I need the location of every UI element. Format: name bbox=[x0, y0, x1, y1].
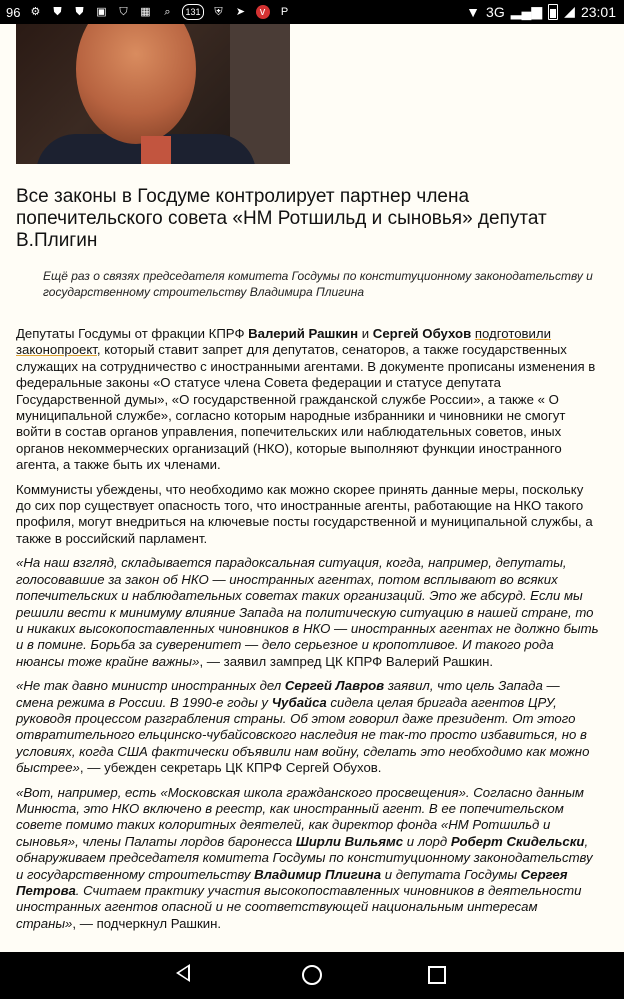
back-icon[interactable] bbox=[176, 964, 190, 982]
shield-check-icon: ⛉ bbox=[119, 6, 128, 18]
telegram-icon: ➤ bbox=[235, 6, 246, 18]
shield-icon: ⛊ bbox=[53, 6, 62, 18]
signal-icon: ▂▄▆ bbox=[510, 3, 543, 19]
paragraph-1: Депутаты Госдумы от фракции КПРФ Валерий Рашкин и Сергей Обухов подготовили законопроект, который ставит запрет для депутатов, сенаторов, а также государственных служащих на сотрудничество с иностранными агентами. В документе прописаны изменения в федеральные законы «О статусе члена Совета федерации и статусе депутата Государственной думы», «О государственной гражданской службе России», а также « О муниципальной службе», согласно которым народные избранники и чиновники не смогут войти в состав органов управления, попечительских или наблюдательных советов, иных органов некоммерческих организаций (НКО), которые выполняют функции иностранного агента, а также быть их членами. bbox=[16, 326, 596, 473]
wifi-icon: ▼ bbox=[466, 3, 481, 20]
cellular-icon: ◢ bbox=[564, 3, 575, 19]
article-lead: Ещё раз о связях председателя комитета Госдумы по конституционному законодательству и государственному строительству Владимира Плигина bbox=[43, 269, 593, 299]
gear-icon: ⚙ bbox=[30, 6, 41, 18]
vivaldi-icon: v bbox=[256, 5, 270, 19]
p-icon: P bbox=[280, 6, 289, 18]
article-body bbox=[16, 326, 600, 940]
bill-link[interactable]: подготовили законопроект bbox=[16, 326, 551, 358]
paragraph-2: Коммунисты убеждены, что необходимо как можно скорее принять данные меры, поскольку до сих пор существует опасность того, что иностранные агенты, работающие на НКО такого профиля, могут внедриться на ключевые посты государственной и муниципальной службы, а также в российский парламент. bbox=[16, 481, 593, 546]
status-bar bbox=[0, 0, 624, 24]
navigation-bar bbox=[0, 952, 624, 999]
recents-icon[interactable] bbox=[428, 966, 446, 984]
article-title: Все законы в Госдуме контролирует партнер члена попечительского совета «НМ Ротшильд и сыновья» депутат В.Плигин bbox=[16, 186, 547, 251]
paragraph-3: «На наш взгляд, складывается парадоксальная ситуация, когда, например, депутаты, голосовавшие за закон об НКО — иностранных агентах, потом всплывают во всяких попечительских и наблюдательных советах таких организаций. Это же абсурд. Если мы решили вести к минимуму влияние Запада на политическую ситуацию в нашей стране, то и никаких высокопоставленных чиновников в НКО — иностранных агентах не должно быть и в помине. Борьба за суверенитет — дело серьезное и кропотливое. И такого рода нюансы тоже крайне важны», — заявил зампред ЦК КПРФ Валерий Рашкин. bbox=[16, 555, 599, 669]
paragraph-4: «Не так давно министр иностранных дел Сергей Лавров заявил, что цель Запада — смена режима в России. В 1990-е годы у Чубайса сидела целая бригада агентов ЦРУ, руководя процессом разграбления страны. Об этом говорил даже президент. От этого отвратительного ельцинско-чубайсовского наследия не так-то просто избавиться, но в условиях, когда США фактически объявили нам войну, сделать это необходимо как можно быстрее», — убежден секретарь ЦК КПРФ Сергей Обухов. bbox=[16, 678, 590, 776]
battery-icon bbox=[548, 4, 558, 20]
clock: 23:01 bbox=[580, 3, 616, 20]
article-photo bbox=[16, 24, 290, 164]
status-number: 96 bbox=[6, 4, 21, 20]
badge-icon: 131 bbox=[182, 4, 203, 20]
briefcase-icon: ▣ bbox=[96, 6, 107, 18]
article-page[interactable] bbox=[0, 24, 624, 952]
shield-icon: ⛨ bbox=[214, 6, 223, 18]
image-icon: ▦ bbox=[140, 6, 151, 18]
home-icon[interactable] bbox=[302, 965, 322, 985]
network-type: 3G bbox=[486, 3, 505, 20]
shield-icon: ⛊ bbox=[75, 6, 84, 18]
paragraph-5: «Вот, например, есть «Московская школа гражданского просвещения». Согласно данным Минюста, это НКО включено в реестр, как иностранный агент. В ее попечительском совете помимо таких колоритных деятелей, как директор фонда «НМ Ротшильд и сыновья», члены Палаты лордов баронесса Ширли Вильямс и лорд Роберт Скидельски, обнаруживаем председателя комитета Госдумы по конституционному законодательству и государственному строительству Владимир Плигина и депутата Госдумы Сергея Петрова. Считаем практику участия высокопоставленных чиновников в деятельности иностранных агентов опасной и не соответствующей национальным интересам страны», — подчеркнул Рашкин. bbox=[16, 784, 593, 931]
search-icon: ⌕ bbox=[164, 6, 171, 18]
